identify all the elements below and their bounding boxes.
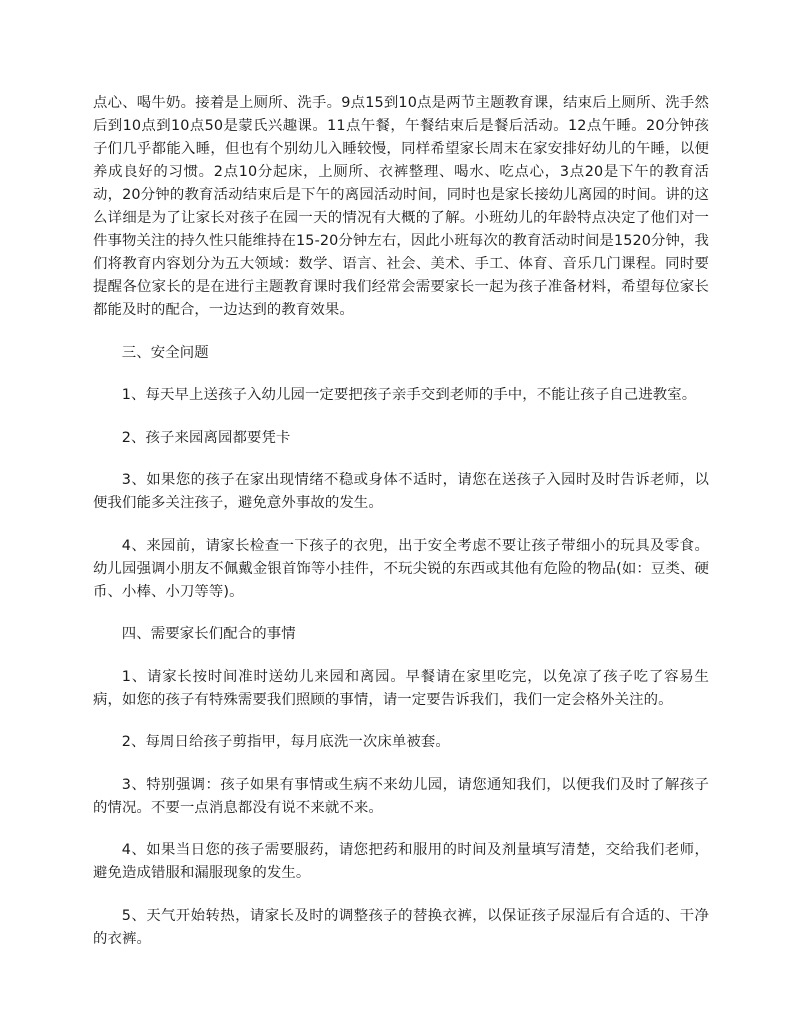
safety-item-3: 3、如果您的孩子在家出现情绪不稳或身体不适时，请您在送孩子入园时及时告诉老师，以便我们能多关注孩子，避免意外事故的发生。: [93, 472, 709, 511]
cooperation-item-5: 5、天气开始转热，请家长及时的调整孩子的替换衣裤，以保证孩子尿湿后有合适的、干净的衣裤。: [93, 907, 709, 947]
cooperation-item-1: 1、请家长按时间准时送幼儿来园和离园。早餐请在家里吃完，以免凉了孩子吃了容易生病，如您的孩子有特殊需要我们照顾的事情，请一定要告诉我们，我们一定会格外关注的。: [93, 668, 709, 708]
safety-item-4: 4、来园前，请家长检查一下孩子的衣兜，出于安全考虑不要让孩子带细小的玩具及零食。幼儿园强调小朋友不佩戴金银首饰等小挂件，不玩尖锐的东西或其他有危险的物品(如：豆类、硬币、小棒、小刀等等)。: [93, 537, 709, 600]
cooperation-item-3: 3、特别强调：孩子如果有事情或生病不来幼儿园，请您通知我们，以便我们及时了解孩子的情况。不要一点消息都没有说不来就不来。: [93, 776, 709, 816]
document-body: [93, 92, 709, 970]
safety-item-2: 2、孩子来园离园都要凭卡: [121, 429, 291, 446]
section-heading-safety: 三、安全问题: [121, 344, 209, 361]
cooperation-item-2: 2、每周日给孩子剪指甲，每月底洗一次床单被套。: [121, 734, 450, 750]
cooperation-item-4: 4、如果当日您的孩子需要服药，请您把药和服用的时间及剂量填写清楚，交给我们老师，避免造成错服和漏服现象的发生。: [93, 842, 709, 881]
schedule-paragraph: 点心、喝牛奶。接着是上厕所、洗手。9点15到10点是两节主题教育课，结束后上厕所、洗手然后到10点到10点50是蒙氏兴趣课。11点午餐，午餐结束后是餐后活动。12点午睡。20分钟孩子们几乎都能入睡，但也有个别幼儿入睡较慢，同样希望家长周末在家安排好幼儿的午睡，以便养成良好的习惯。2点10分起床，上厕所、衣裤整理、喝水、吃点心，3点20是下午的教育活动，20分钟的教育活动结束后是下午的离园活动时间，同时也是家长接幼儿离园的时间。讲的这么详细是为了让家长对孩子在园一天的情况有大概的了解。小班幼儿的年龄特点决定了他们对一件事物关注的持久性只能维持在15-20分钟左右，因此小班每次的教育活动时间是1520分钟，我们将教育内容划分为五大领域：数学、语言、社会、美术、手工、体育、音乐几门课程。同时要提醒各位家长的是在进行主题教育课时我们经常会需要家长一起为孩子准备材料，希望每位家长都能及时的配合，一边达到的教育效果。: [93, 95, 709, 318]
section-heading-cooperation: 四、需要家长们配合的事情: [121, 626, 296, 642]
safety-item-1: 1、每天早上送孩子入幼儿园一定要把孩子亲手交到老师的手中，不能让孩子自己进教室。: [121, 387, 697, 403]
